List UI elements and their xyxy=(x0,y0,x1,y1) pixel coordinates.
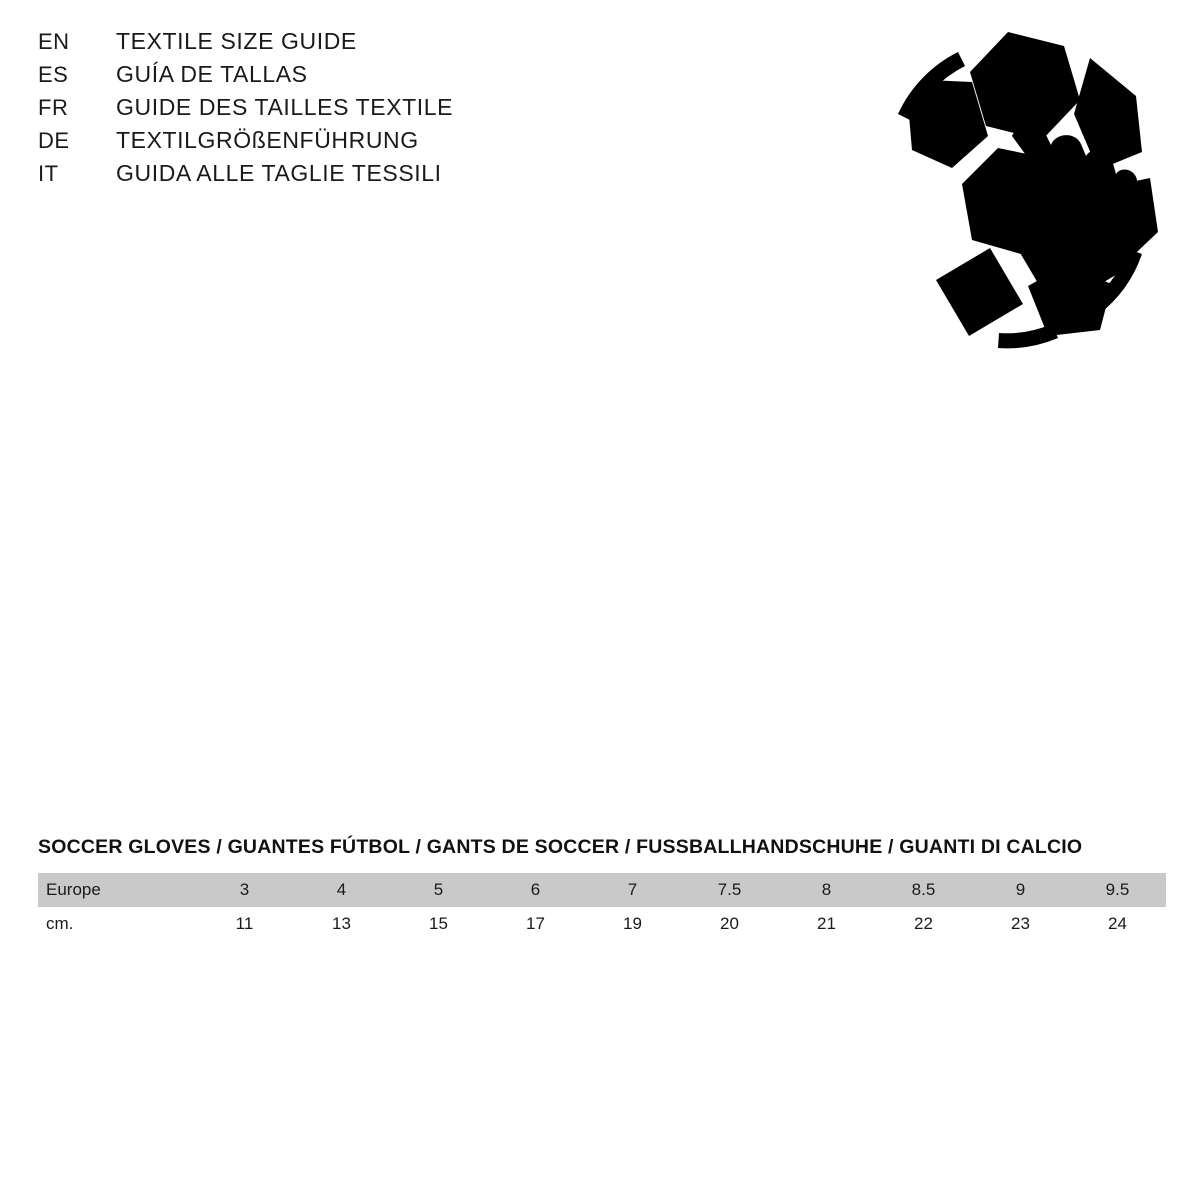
table-cell: 9.5 xyxy=(1105,880,1130,899)
table-cell: 13 xyxy=(332,914,351,933)
table-row xyxy=(38,907,1166,941)
size-table xyxy=(38,873,1166,941)
table-cell: 21 xyxy=(817,914,836,933)
goalkeeper-glove-ball-icon xyxy=(812,18,1172,378)
table-cell: 8.5 xyxy=(911,880,936,899)
table-title: SOCCER GLOVES / GUANTES FÚTBOL / GANTS DE SOCCER / FUSSBALLHANDSCHUHE / GUANTI DI CALCIO xyxy=(38,836,1083,858)
table-cell: 19 xyxy=(623,914,642,933)
table-cell: 24 xyxy=(1108,914,1127,933)
table-cell: 7.5 xyxy=(717,880,742,899)
table-cell: 5 xyxy=(433,880,444,899)
table-cell: 4 xyxy=(336,880,347,899)
table-cell: 9 xyxy=(1015,880,1026,899)
row-label: Europe xyxy=(46,880,101,899)
table-cell: 17 xyxy=(526,914,545,933)
language-row-en xyxy=(38,28,658,61)
table-cell: 3 xyxy=(239,880,250,899)
language-label: GUÍA DE TALLAS xyxy=(116,61,308,87)
table-cell: 6 xyxy=(530,880,541,899)
language-code: IT xyxy=(38,161,59,186)
table-cell: 22 xyxy=(914,914,933,933)
table-cell: 8 xyxy=(821,880,832,899)
language-label: TEXTILGRÖßENFÜHRUNG xyxy=(116,127,419,153)
language-label: GUIDA ALLE TAGLIE TESSILI xyxy=(116,160,442,186)
table-cell: 23 xyxy=(1011,914,1030,933)
language-code: FR xyxy=(38,95,69,120)
table-cell: 20 xyxy=(720,914,739,933)
language-row-es xyxy=(38,61,658,94)
language-row-fr xyxy=(38,94,658,127)
table-row xyxy=(38,873,1166,907)
language-code: ES xyxy=(38,62,69,87)
row-label: cm. xyxy=(46,914,74,933)
language-code: DE xyxy=(38,128,70,153)
table-cell: 15 xyxy=(429,914,448,933)
table-cell: 7 xyxy=(627,880,638,899)
language-label: GUIDE DES TAILLES TEXTILE xyxy=(116,94,454,120)
language-list xyxy=(38,28,658,193)
table-cell: 11 xyxy=(235,914,254,933)
language-row-it xyxy=(38,160,658,193)
language-label: TEXTILE SIZE GUIDE xyxy=(116,28,357,54)
size-table-section xyxy=(38,836,1166,941)
language-row-de xyxy=(38,127,658,160)
language-code: EN xyxy=(38,29,70,54)
